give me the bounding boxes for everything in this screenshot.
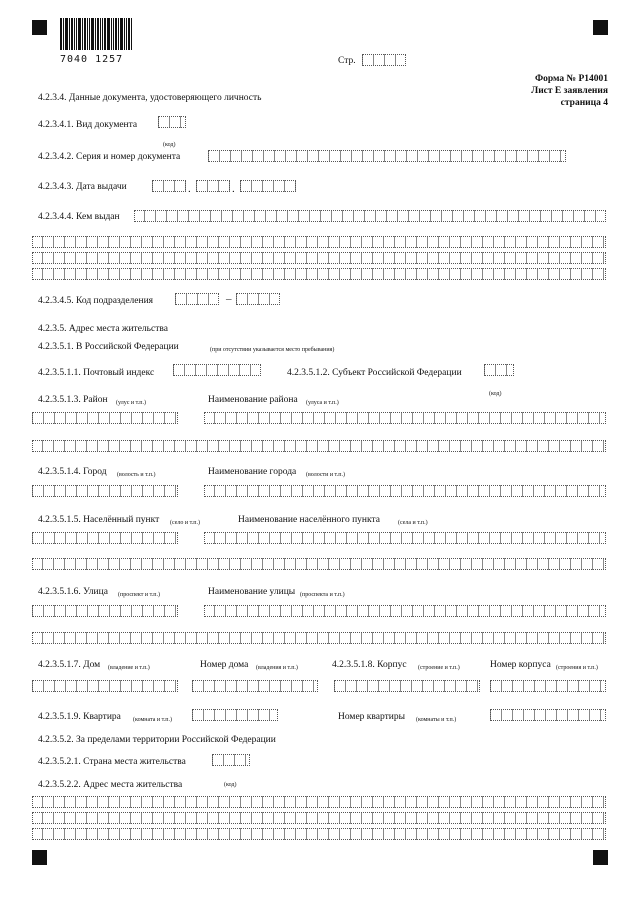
locality-note: (село и т.п.) <box>170 520 200 526</box>
doc-series-cells[interactable] <box>208 150 566 162</box>
form-sheet: Лист Е заявления <box>531 86 608 96</box>
page-label: Стр. <box>338 56 356 66</box>
building-number-cells[interactable] <box>490 680 606 692</box>
apartment-number-note: (комнаты и т.п.) <box>416 717 457 723</box>
building-note: (строение и т.п.) <box>418 665 460 671</box>
street-name-note: (проспекта и т.п.) <box>300 592 345 598</box>
country-code-cells[interactable] <box>212 754 250 766</box>
section-document-heading: 4.2.3.4. Данные документа, удостоверяющего личность <box>38 93 262 103</box>
locality-name-cells-row2[interactable] <box>32 558 606 570</box>
doc-type-code-note: (код) <box>163 142 176 148</box>
doc-issuer-cells-row2[interactable] <box>32 236 606 248</box>
doc-date-day-cells[interactable] <box>152 180 186 192</box>
district-note: (улус и т.п.) <box>116 400 146 406</box>
street-type-cells[interactable] <box>32 605 178 617</box>
doc-date-separator-1: . <box>188 183 191 195</box>
dept-code-label: 4.2.3.4.5. Код подразделения <box>38 296 154 306</box>
in-rf-label: 4.2.3.5.1. В Российской Федерации <box>38 342 179 352</box>
form-page: страница 4 <box>560 98 608 108</box>
country-label: 4.2.3.5.2.1. Страна места жительства <box>38 757 186 767</box>
locality-label: 4.2.3.5.1.5. Населённый пункт <box>38 515 160 525</box>
doc-issuer-cells-row1[interactable] <box>134 210 606 222</box>
district-name-cells-row2[interactable] <box>32 440 606 452</box>
doc-issuer-cells-row3[interactable] <box>32 252 606 264</box>
apartment-note: (комната и т.п.) <box>133 717 172 723</box>
locality-name-cells-row1[interactable] <box>204 532 606 544</box>
street-note: (проспект и т.п.) <box>118 592 160 598</box>
doc-date-year-cells[interactable] <box>240 180 296 192</box>
street-name-cells-row1[interactable] <box>204 605 606 617</box>
district-type-cells[interactable] <box>32 412 178 424</box>
abroad-address-cells-row1[interactable] <box>32 796 606 808</box>
doc-date-separator-2: . <box>232 183 235 195</box>
street-label: 4.2.3.5.1.6. Улица <box>38 587 108 597</box>
city-label: 4.2.3.5.1.4. Город <box>38 467 107 477</box>
postal-code-label: 4.2.3.5.1.1. Почтовый индекс <box>38 368 155 378</box>
apartment-type-cells[interactable] <box>192 709 278 721</box>
house-number-note: (владения и т.п.) <box>256 665 298 671</box>
abroad-address-cells-row3[interactable] <box>32 828 606 840</box>
doc-date-month-cells[interactable] <box>196 180 230 192</box>
building-type-cells[interactable] <box>334 680 480 692</box>
district-name-note: (улуса и т.п.) <box>306 400 339 406</box>
street-name-cells-row2[interactable] <box>32 632 606 644</box>
form-title: Форма № Р14001 <box>534 74 608 84</box>
corner-marker-top-left <box>32 20 47 35</box>
dept-code-dash: – <box>226 293 232 305</box>
subject-code-note: (код) <box>489 391 502 397</box>
postal-code-cells[interactable] <box>173 364 261 376</box>
house-number-label: Номер дома <box>200 660 249 670</box>
house-type-cells[interactable] <box>32 680 178 692</box>
abroad-address-cells-row2[interactable] <box>32 812 606 824</box>
page-number-cells[interactable] <box>362 54 406 66</box>
doc-date-label: 4.2.3.4.3. Дата выдачи <box>38 182 127 192</box>
country-code-note: (код) <box>224 782 237 788</box>
subject-label: 4.2.3.5.1.2. Субъект Российской Федерации <box>287 368 462 378</box>
district-name-label: Наименование района <box>208 395 298 405</box>
city-name-cells[interactable] <box>204 485 606 497</box>
corner-marker-top-right <box>593 20 608 35</box>
apartment-number-label: Номер квартиры <box>338 712 405 722</box>
corner-marker-bottom-left <box>32 850 47 865</box>
house-label: 4.2.3.5.1.7. Дом <box>38 660 101 670</box>
house-note: (владение и т.п.) <box>108 665 150 671</box>
in-rf-note: (при отсутствии указывается место пребывания) <box>210 347 335 353</box>
city-type-cells[interactable] <box>32 485 178 497</box>
building-label: 4.2.3.5.1.8. Корпус <box>332 660 407 670</box>
locality-name-note: (села и т.п.) <box>398 520 428 526</box>
subject-cells[interactable] <box>484 364 514 376</box>
doc-issuer-label: 4.2.3.4.4. Кем выдан <box>38 212 120 222</box>
barcode <box>60 18 133 50</box>
building-number-note: (строения и т.п.) <box>556 665 598 671</box>
dept-code-cells-2[interactable] <box>236 293 280 305</box>
district-name-cells-row1[interactable] <box>204 412 606 424</box>
doc-type-label: 4.2.3.4.1. Вид документа <box>38 120 138 130</box>
city-note: (волость и т.п.) <box>117 472 156 478</box>
building-number-label: Номер корпуса <box>490 660 551 670</box>
house-number-cells[interactable] <box>192 680 318 692</box>
city-name-label: Наименование города <box>208 467 297 477</box>
locality-type-cells[interactable] <box>32 532 178 544</box>
doc-issuer-cells-row4[interactable] <box>32 268 606 280</box>
locality-name-label: Наименование населённого пункта <box>238 515 380 525</box>
barcode-number: 7040 1257 <box>60 54 124 65</box>
section-address-heading: 4.2.3.5. Адрес места жительства <box>38 324 168 334</box>
corner-marker-bottom-right <box>593 850 608 865</box>
doc-type-cells[interactable] <box>158 116 186 128</box>
doc-series-label: 4.2.3.4.2. Серия и номер документа <box>38 152 181 162</box>
section-abroad-heading: 4.2.3.5.2. За пределами территории Российской Федерации <box>38 735 276 745</box>
dept-code-cells-1[interactable] <box>175 293 219 305</box>
abroad-address-label: 4.2.3.5.2.2. Адрес места жительства <box>38 780 183 790</box>
district-label: 4.2.3.5.1.3. Район <box>38 395 108 405</box>
apartment-number-cells[interactable] <box>490 709 606 721</box>
street-name-label: Наименование улицы <box>208 587 296 597</box>
city-name-note: (волости и т.п.) <box>306 472 345 478</box>
apartment-label: 4.2.3.5.1.9. Квартира <box>38 712 121 722</box>
